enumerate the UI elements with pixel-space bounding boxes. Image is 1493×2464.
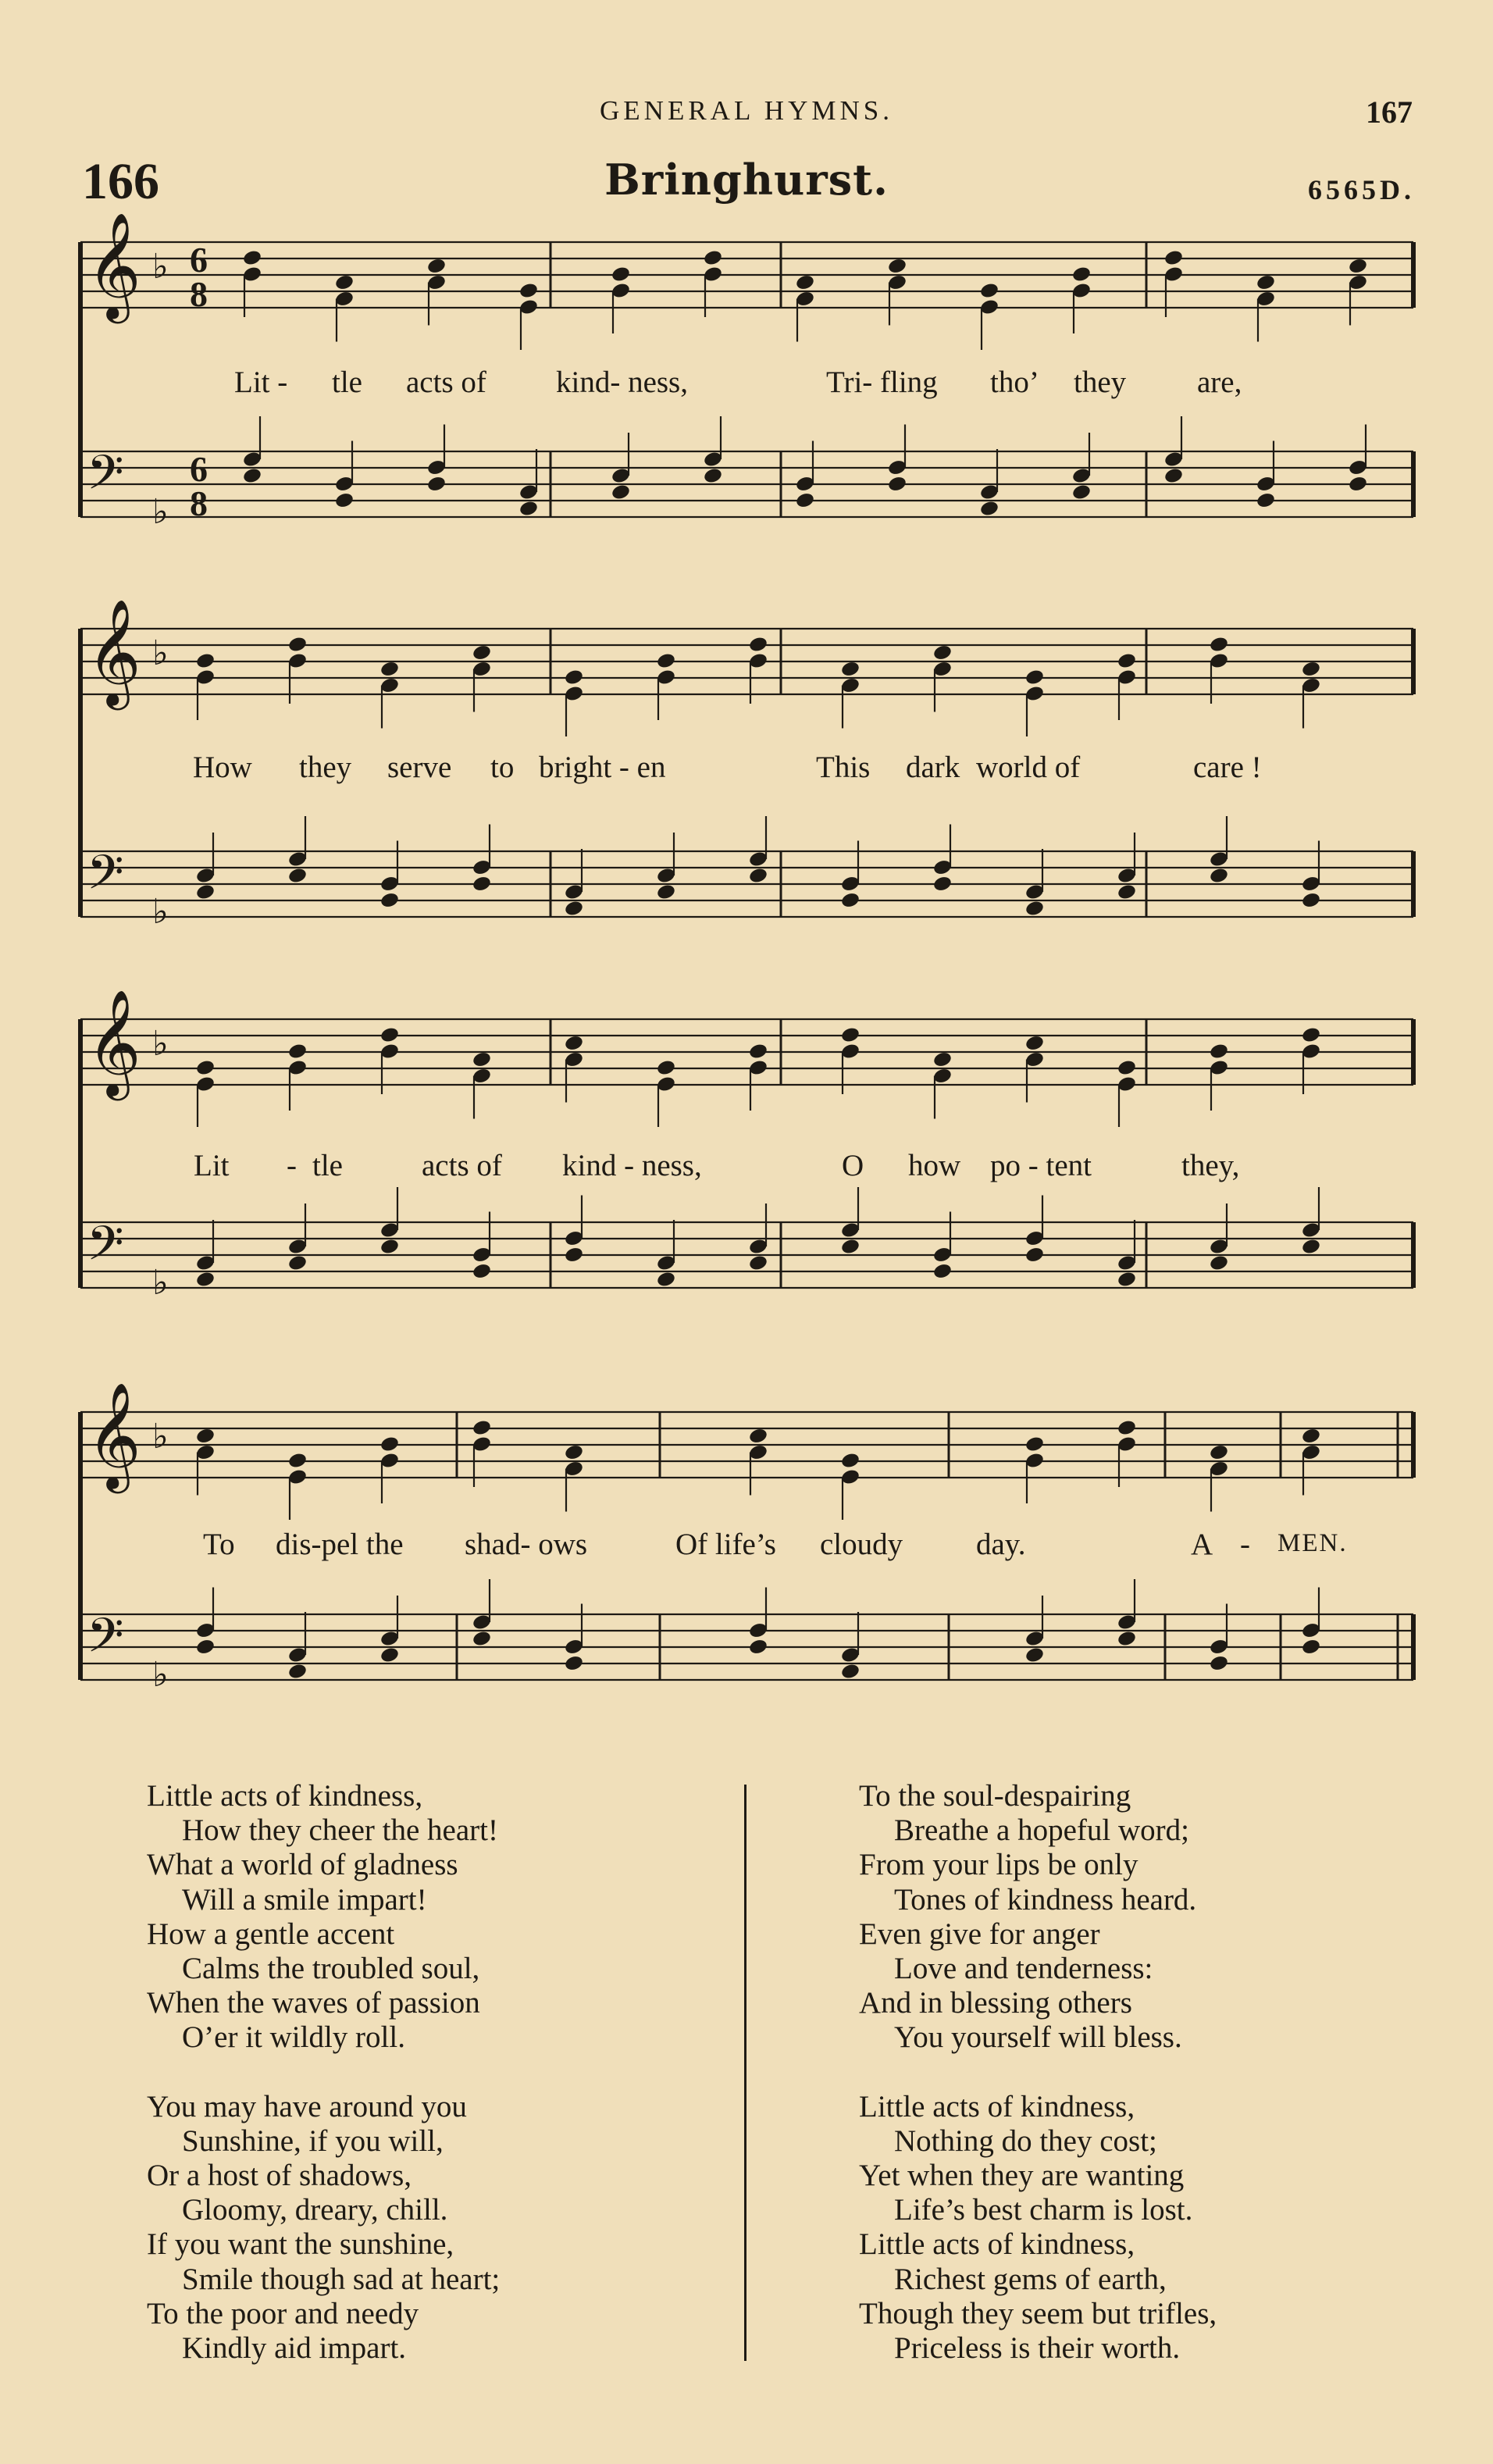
note-head xyxy=(840,891,861,909)
note-head xyxy=(1256,491,1276,509)
note-head xyxy=(472,644,492,661)
note-head xyxy=(334,273,355,291)
lyric-syllable: are, xyxy=(1197,365,1242,399)
note-head xyxy=(195,1638,216,1656)
verse-line: Gloomy, dreary, chill. xyxy=(182,2193,448,2227)
note-head xyxy=(242,467,262,485)
note-head xyxy=(1163,249,1184,267)
note-head xyxy=(748,1638,768,1656)
verse-line: Breathe a hopeful word; xyxy=(894,1813,1189,1848)
lyric-syllable: - xyxy=(1240,1528,1250,1561)
note-head xyxy=(611,483,631,501)
note-head xyxy=(518,500,539,518)
note-head xyxy=(656,1059,676,1077)
lyric-syllable: acts of xyxy=(406,365,486,399)
note-head xyxy=(1209,636,1229,654)
note-head xyxy=(748,1043,768,1061)
verse-line: Will a smile impart! xyxy=(182,1882,427,1917)
note-head xyxy=(1301,1638,1321,1656)
note-head xyxy=(1348,257,1368,275)
lyric-syllable: MEN. xyxy=(1277,1529,1348,1557)
note-head xyxy=(426,475,447,493)
verse-line: Priceless is their worth. xyxy=(894,2331,1181,2366)
note-head xyxy=(932,875,953,893)
meter: 6565D. xyxy=(1308,174,1415,205)
verse-line: Kindly aid impart. xyxy=(182,2331,407,2366)
verse xyxy=(147,2090,500,2366)
verse xyxy=(147,1779,500,2056)
lyric-line-4 xyxy=(0,1527,1493,1574)
note-head xyxy=(242,249,262,267)
note-head xyxy=(379,1238,400,1256)
lyric-syllable: shad- ows xyxy=(465,1528,588,1561)
note-head xyxy=(1024,669,1045,686)
bass-clef-icon: 𝄢 xyxy=(87,845,124,912)
note-head xyxy=(932,1050,953,1068)
note-head xyxy=(1301,1238,1321,1256)
note-head xyxy=(287,867,308,885)
lyric-syllable: Tri- fling xyxy=(826,365,938,399)
time-signature-digit: 8 xyxy=(190,483,208,523)
note-head xyxy=(1209,1443,1229,1461)
verse-line: How a gentle accent xyxy=(147,1917,395,1951)
note-head xyxy=(748,867,768,885)
lyric-syllable: kind- ness, xyxy=(556,365,688,399)
lyric-syllable: cloudy xyxy=(820,1528,903,1561)
note-head xyxy=(1117,652,1137,670)
note-head xyxy=(1071,483,1092,501)
lyric-syllable: kind - ness, xyxy=(562,1149,702,1182)
note-head xyxy=(379,660,400,678)
note-head xyxy=(1117,1271,1137,1289)
lyric-syllable: tho’ xyxy=(990,365,1039,399)
verse-line: Though they seem but trifles, xyxy=(859,2296,1217,2330)
note-head xyxy=(426,257,447,275)
verse-line: You yourself will bless. xyxy=(894,2020,1182,2055)
verse-line: Nothing do they cost; xyxy=(894,2123,1157,2158)
note-head xyxy=(518,282,539,300)
note-head xyxy=(795,273,815,291)
note-head xyxy=(1301,1026,1321,1044)
note-head xyxy=(1209,867,1229,885)
note-head xyxy=(748,1254,768,1272)
verses-left-column xyxy=(147,1779,500,2400)
note-head xyxy=(1348,475,1368,493)
lyric-syllable: world of xyxy=(976,751,1081,784)
note-head xyxy=(611,266,631,283)
note-head xyxy=(334,491,355,509)
note-head xyxy=(1117,1419,1137,1437)
flat-icon: ♭ xyxy=(152,492,169,532)
verse-line: Little acts of kindness, xyxy=(859,2227,1135,2262)
page-number: 167 xyxy=(1366,94,1413,130)
flat-icon: ♭ xyxy=(152,633,169,673)
note-head xyxy=(195,1059,216,1077)
note-head xyxy=(564,1654,584,1672)
note-head xyxy=(379,1435,400,1453)
treble-clef-icon: 𝄞 xyxy=(87,211,141,319)
lyric-line-1 xyxy=(0,365,1493,412)
note-head xyxy=(840,660,861,678)
treble-clef-icon: 𝄞 xyxy=(87,597,141,705)
verse-line: Little acts of kindness, xyxy=(147,1779,423,1813)
flat-icon: ♭ xyxy=(152,892,169,932)
lyric-syllable: dark xyxy=(906,751,960,784)
verse-line: If you want the sunshine, xyxy=(147,2227,454,2262)
note-head xyxy=(1301,1427,1321,1445)
verses-right-column xyxy=(859,1779,1217,2400)
running-head: GENERAL HYMNS. xyxy=(600,95,893,126)
lyric-syllable: Lit xyxy=(194,1149,230,1182)
verse-line: How they cheer the heart! xyxy=(182,1813,498,1848)
treble-clef-icon: 𝄞 xyxy=(87,1381,141,1489)
note-head xyxy=(1301,891,1321,909)
lyric-syllable: care ! xyxy=(1193,751,1262,784)
lyric-syllable: how xyxy=(908,1149,961,1182)
note-head xyxy=(1024,1246,1045,1264)
note-head xyxy=(195,883,216,901)
note-head xyxy=(840,1452,861,1470)
note-head xyxy=(287,1663,308,1681)
hymn-number: 166 xyxy=(82,153,159,210)
note-head xyxy=(1117,883,1137,901)
note-head xyxy=(703,249,723,267)
note-head xyxy=(932,1262,953,1280)
lyric-syllable: O xyxy=(842,1149,864,1182)
note-head xyxy=(1024,900,1045,918)
lyric-syllable: dis-pel the xyxy=(276,1528,404,1561)
note-head xyxy=(979,282,999,300)
lyric-line-2 xyxy=(0,750,1493,797)
verse-line: Little acts of kindness, xyxy=(859,2089,1135,2123)
note-head xyxy=(1024,1646,1045,1664)
verse-line: Tones of kindness heard. xyxy=(894,1882,1197,1917)
note-head xyxy=(840,1026,861,1044)
lyric-syllable: How xyxy=(193,751,252,784)
note-head xyxy=(748,636,768,654)
note-head xyxy=(1301,660,1321,678)
note-head xyxy=(656,1271,676,1289)
lyric-syllable: day. xyxy=(976,1528,1026,1561)
note-head xyxy=(287,636,308,654)
note-head xyxy=(1163,467,1184,485)
note-head xyxy=(1209,1043,1229,1061)
note-head xyxy=(656,652,676,670)
note-head xyxy=(840,1238,861,1256)
lyric-syllable: they xyxy=(299,751,352,784)
flat-icon: ♭ xyxy=(152,1417,169,1457)
verse-line: Smile though sad at heart; xyxy=(182,2262,501,2296)
note-head xyxy=(656,883,676,901)
verse-line: Or a host of shadows, xyxy=(147,2159,412,2193)
note-head xyxy=(472,1419,492,1437)
lyric-syllable: tle xyxy=(312,1149,343,1182)
note-head xyxy=(472,1262,492,1280)
lyric-syllable: This xyxy=(816,751,871,784)
note-head xyxy=(379,1646,400,1664)
verse-line: Sunshine, if you will, xyxy=(182,2123,444,2158)
note-head xyxy=(1024,1435,1045,1453)
column-divider xyxy=(744,1785,746,2361)
note-head xyxy=(472,875,492,893)
note-head xyxy=(379,891,400,909)
note-head xyxy=(1209,1654,1229,1672)
note-head xyxy=(564,900,584,918)
note-head xyxy=(195,1271,216,1289)
flat-icon: ♭ xyxy=(152,247,169,287)
note-head xyxy=(564,1034,584,1052)
lyric-syllable: Of life’s xyxy=(675,1528,776,1561)
time-signature-digit: 6 xyxy=(190,449,208,489)
verse xyxy=(859,1779,1217,2056)
note-head xyxy=(795,491,815,509)
verse-line: Richest gems of earth, xyxy=(894,2262,1167,2296)
note-head xyxy=(287,1043,308,1061)
note-head xyxy=(564,1246,584,1264)
verse-line: Even give for anger xyxy=(859,1917,1100,1951)
note-head xyxy=(287,1254,308,1272)
note-head xyxy=(1209,1254,1229,1272)
note-head xyxy=(840,1663,861,1681)
verse-line: Calms the troubled soul, xyxy=(182,1952,480,1986)
verse-line: From your lips be only xyxy=(859,1848,1138,1882)
note-head xyxy=(195,652,216,670)
lyric-syllable: To xyxy=(203,1528,235,1561)
note-head xyxy=(564,1443,584,1461)
note-head xyxy=(1117,1059,1137,1077)
time-signature-digit: 6 xyxy=(190,240,208,280)
flat-icon: ♭ xyxy=(152,1024,169,1064)
note-head xyxy=(195,1427,216,1445)
verse-line: You may have around you xyxy=(147,2089,467,2123)
note-head xyxy=(1117,1630,1137,1648)
verse-line: Life’s best charm is lost. xyxy=(894,2193,1193,2227)
note-head xyxy=(1071,266,1092,283)
note-head xyxy=(979,500,999,518)
lyric-syllable: to xyxy=(490,751,515,784)
lyric-syllable: serve xyxy=(387,751,452,784)
lyric-syllable: acts of xyxy=(422,1149,502,1182)
bass-clef-icon: 𝄢 xyxy=(87,1608,124,1675)
bass-clef-icon: 𝄢 xyxy=(87,445,124,512)
verse-line: O’er it wildly roll. xyxy=(182,2020,405,2055)
bass-clef-icon: 𝄢 xyxy=(87,1216,124,1283)
lyric-syllable: they, xyxy=(1181,1149,1240,1182)
verse-line: To the poor and needy xyxy=(147,2296,419,2330)
verse-line: What a world of gladness xyxy=(147,1848,458,1882)
flat-icon: ♭ xyxy=(152,1655,169,1695)
time-signature-digit: 8 xyxy=(190,274,208,314)
verse-line: Yet when they are wanting xyxy=(859,2159,1185,2193)
note-head xyxy=(932,644,953,661)
verse-line: When the waves of passion xyxy=(147,1986,480,2020)
note-head xyxy=(748,1427,768,1445)
flat-icon: ♭ xyxy=(152,1263,169,1303)
note-head xyxy=(564,669,584,686)
verse-line: Love and tenderness: xyxy=(894,1952,1153,1986)
note-head xyxy=(379,1026,400,1044)
lyric-syllable: bright - en xyxy=(539,751,666,784)
lyric-syllable: tle xyxy=(332,365,362,399)
treble-clef-icon: 𝄞 xyxy=(87,988,141,1096)
verse-line: To the soul-despairing xyxy=(859,1779,1131,1813)
note-head xyxy=(703,467,723,485)
note-head xyxy=(472,1050,492,1068)
note-head xyxy=(472,1630,492,1648)
lyric-syllable: po - tent xyxy=(990,1149,1092,1182)
lyric-syllable: they xyxy=(1074,365,1127,399)
lyric-syllable: Lit - xyxy=(234,365,288,399)
verse xyxy=(859,2090,1217,2366)
note-head xyxy=(287,1452,308,1470)
note-head xyxy=(887,257,907,275)
lyric-syllable: A xyxy=(1191,1528,1213,1561)
lyric-line-3 xyxy=(0,1148,1493,1195)
verse-line: And in blessing others xyxy=(859,1986,1132,2020)
note-head xyxy=(1024,1034,1045,1052)
note-head xyxy=(887,475,907,493)
note-head xyxy=(1256,273,1276,291)
tune-name: Bringhurst. xyxy=(604,155,889,205)
lyric-syllable: - xyxy=(287,1149,297,1182)
